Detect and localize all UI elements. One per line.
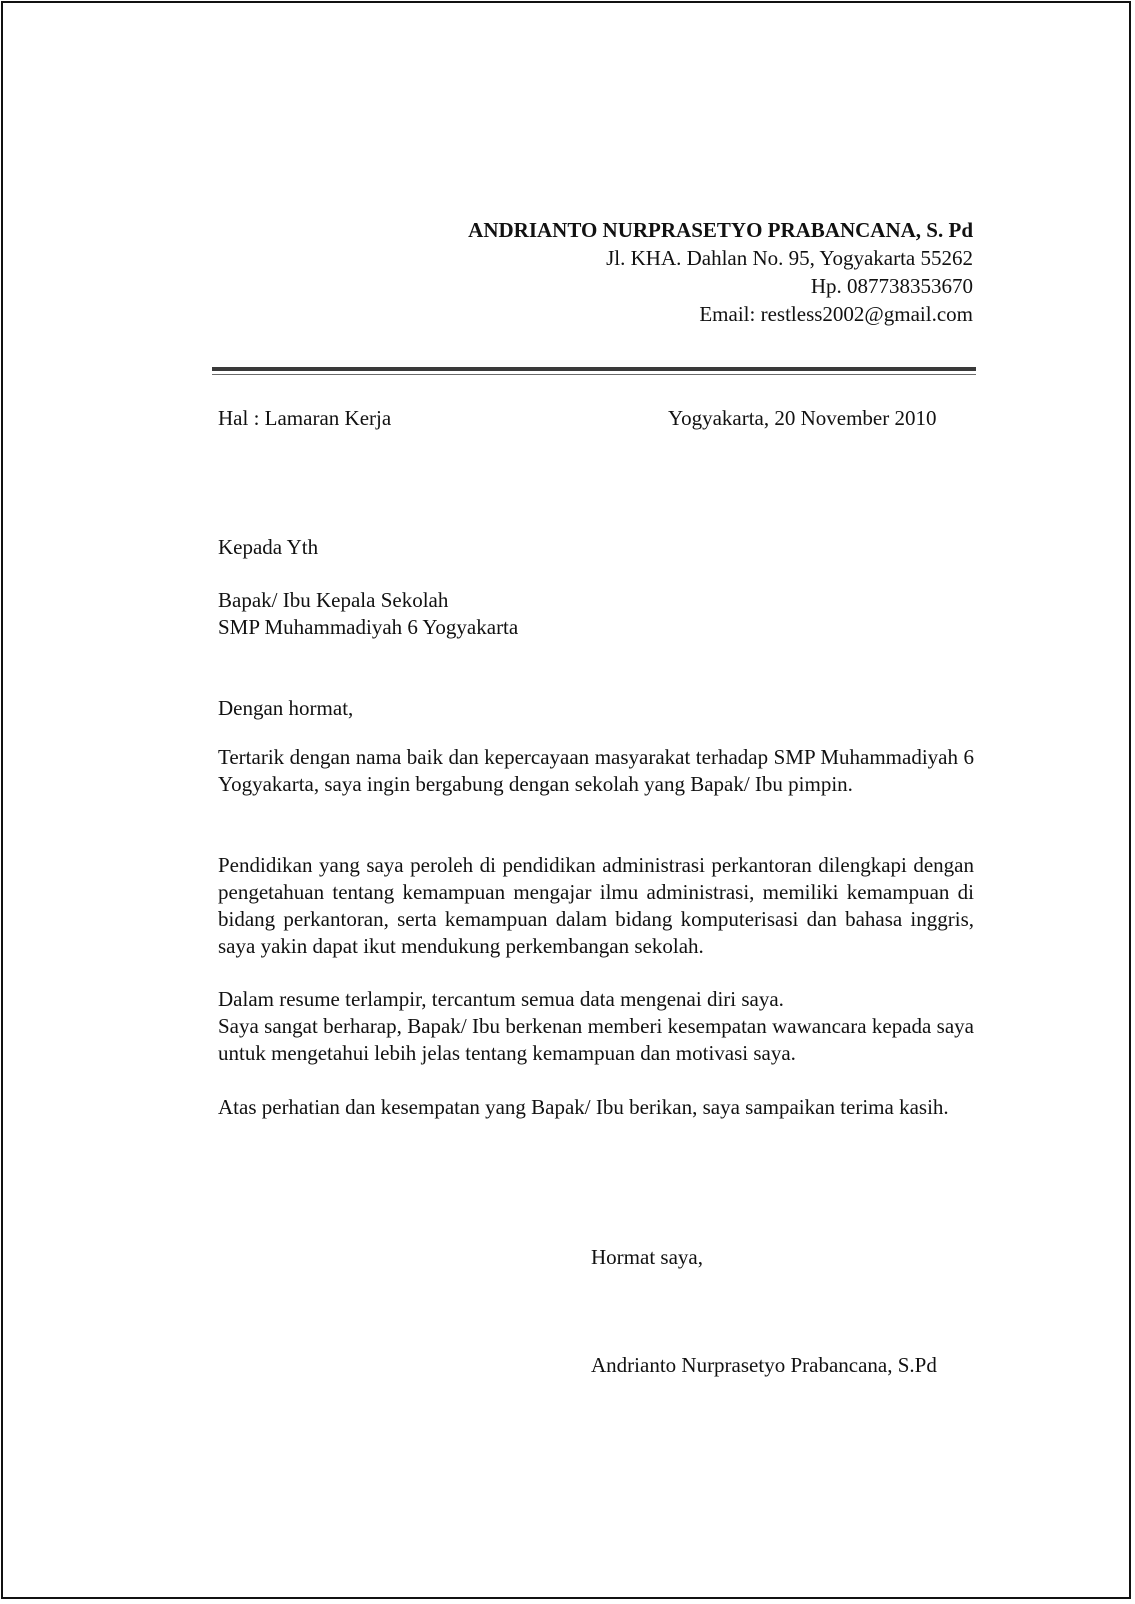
signatory-name: Andrianto Nurprasetyo Prabancana, S.Pd	[591, 1353, 937, 1377]
sender-address: Jl. KHA. Dahlan No. 95, Yogyakarta 55262	[606, 246, 973, 270]
recipient-line-1: Bapak/ Ibu Kepala Sekolah	[218, 588, 449, 612]
body-paragraph-1	[218, 744, 974, 798]
place-date: Yogyakarta, 20 November 2010	[668, 406, 937, 430]
greeting: Dengan hormat,	[218, 696, 354, 720]
body-paragraph-2	[218, 852, 974, 960]
letterhead-divider-thin	[212, 374, 976, 375]
recipient-line-2: SMP Muhammadiyah 6 Yogyakarta	[218, 615, 519, 639]
letterhead-divider-thick	[212, 367, 976, 371]
body-paragraph-3-line-1: Dalam resume terlampir, tercantum semua data mengenai diri saya.	[218, 987, 784, 1011]
subject-line: Hal : Lamaran Kerja	[218, 406, 392, 430]
body-paragraph-3	[218, 986, 974, 1067]
sender-name: ANDRIANTO NURPRASETYO PRABANCANA, S. Pd	[468, 218, 973, 242]
body-paragraph-4-text: Atas perhatian dan kesempatan yang Bapak/ Ibu berikan, saya sampaikan terima kasih.	[218, 1095, 949, 1119]
sender-phone: Hp. 087738353670	[810, 274, 973, 298]
body-paragraph-2-text: Pendidikan yang saya peroleh di pendidikan administrasi perkantoran dilengkapi dengan pengetahuan tentang kemampuan mengajar ilmu administrasi, memiliki kemampuan di bidang perkantoran, serta kemampuan dalam bidang komputerisasi dan bahasa inggris, saya yakin dapat ikut mendukung perkembangan sekolah.	[218, 853, 974, 958]
body-paragraph-1-text: Tertarik dengan nama baik dan kepercayaan masyarakat terhadap SMP Muhammadiyah 6 Yogyakarta, saya ingin bergabung dengan sekolah yang Bapak/ Ibu pimpin.	[218, 745, 974, 796]
recipient-salutation: Kepada Yth	[218, 535, 319, 559]
valediction: Hormat saya,	[591, 1245, 703, 1269]
sender-email: Email: restless2002@gmail.com	[699, 302, 973, 326]
body-paragraph-3-line-2: Saya sangat berharap, Bapak/ Ibu berkenan memberi kesempatan wawancara kepada saya untuk mengetahui lebih jelas tentang kemampuan dan motivasi saya.	[218, 1014, 974, 1065]
body-paragraph-4	[218, 1094, 974, 1121]
letterhead	[468, 216, 973, 328]
